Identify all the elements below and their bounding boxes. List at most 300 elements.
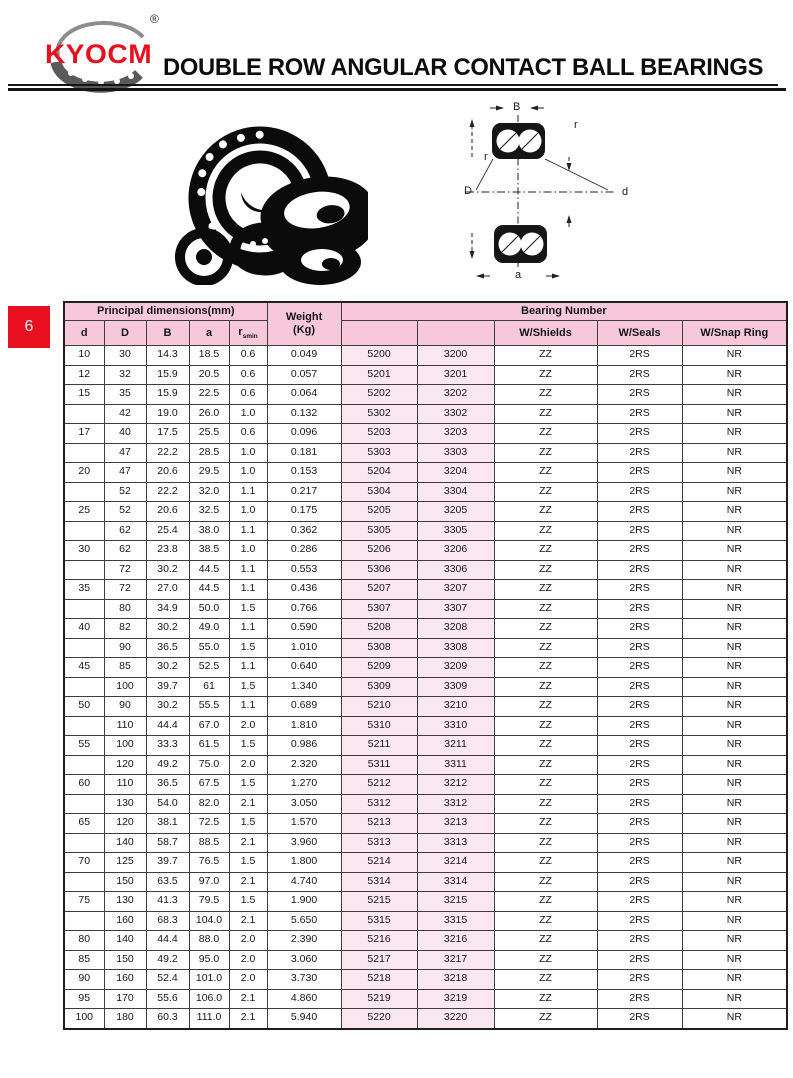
table-row [64, 463, 787, 483]
col-w-shields-cell: ZZ [494, 424, 597, 444]
col-D-cell: 90 [104, 638, 146, 658]
col-weight-cell: 0.096 [267, 424, 341, 444]
col-w-snap-ring-cell: NR [682, 755, 787, 775]
col-w-shields-cell: ZZ [494, 521, 597, 541]
col-d-cell: 85 [64, 950, 104, 970]
col-w-shields-cell: ZZ [494, 1009, 597, 1029]
table-row [64, 502, 787, 522]
col-w-shields-cell: ZZ [494, 404, 597, 424]
col-B-cell: 30.2 [146, 619, 189, 639]
table-row [64, 1009, 787, 1029]
bearing-dimension-diagram [440, 95, 650, 292]
col-weight-cell: 0.766 [267, 599, 341, 619]
col-series-5200-cell: 5207 [341, 580, 417, 600]
diagram-label-B: B [513, 101, 521, 113]
col-w-seals-cell: 2RS [597, 755, 682, 775]
col-D-cell: 72 [104, 560, 146, 580]
col-r-smin-cell: 0.6 [229, 385, 267, 405]
col-B-cell: 20.6 [146, 463, 189, 483]
col-w-snap-ring-cell: NR [682, 404, 787, 424]
table-row [64, 443, 787, 463]
col-B-cell: 41.3 [146, 892, 189, 912]
col-w-snap-ring-cell: NR [682, 775, 787, 795]
col-series-5200-cell: 5219 [341, 989, 417, 1009]
col-D-cell: 100 [104, 736, 146, 756]
col-series-3200-cell: 3203 [417, 424, 494, 444]
col-a-cell: 106.0 [189, 989, 229, 1009]
header-rule-thin [8, 84, 778, 86]
col-w-seals-cell: 2RS [597, 365, 682, 385]
table-row [64, 346, 787, 366]
col-weight-cell: 2.320 [267, 755, 341, 775]
col-a-cell: 44.5 [189, 560, 229, 580]
table-row [64, 404, 787, 424]
col-w-seals-cell: 2RS [597, 443, 682, 463]
col-w-seals-cell: 2RS [597, 502, 682, 522]
col-r-smin-cell: 1.1 [229, 697, 267, 717]
col-w-seals-cell: 2RS [597, 794, 682, 814]
col-w-snap-ring-cell: NR [682, 541, 787, 561]
col-a-cell: 38.0 [189, 521, 229, 541]
col-d-cell [64, 911, 104, 931]
col-weight-cell: 0.590 [267, 619, 341, 639]
col-w-shields-cell: ZZ [494, 658, 597, 678]
col-B-cell: 30.2 [146, 560, 189, 580]
col-a-cell: 79.5 [189, 892, 229, 912]
col-a-cell: 49.0 [189, 619, 229, 639]
col-series-3200-cell: 3216 [417, 931, 494, 951]
col-d-cell [64, 677, 104, 697]
col-d-cell: 17 [64, 424, 104, 444]
col-a-cell: 32.5 [189, 502, 229, 522]
col-w-seals-cell: 2RS [597, 521, 682, 541]
col-w-shields-cell: ZZ [494, 775, 597, 795]
col-D-cell: 52 [104, 482, 146, 502]
col-w-seals-cell: 2RS [597, 658, 682, 678]
col-w-shields-cell: ZZ [494, 697, 597, 717]
col-w-shields-cell: ZZ [494, 814, 597, 834]
col-a-cell: 18.5 [189, 346, 229, 366]
col-a-cell: 61.5 [189, 736, 229, 756]
col-D-cell: 130 [104, 892, 146, 912]
col-d-cell [64, 833, 104, 853]
header-weight [267, 302, 341, 346]
col-B-cell: 27.0 [146, 580, 189, 600]
col-w-snap-ring-cell: NR [682, 794, 787, 814]
col-w-shields-cell: ZZ [494, 931, 597, 951]
col-w-seals-cell: 2RS [597, 833, 682, 853]
table-row [64, 911, 787, 931]
col-D-cell: 82 [104, 619, 146, 639]
col-D-cell: 150 [104, 950, 146, 970]
col-series-3200-cell: 3211 [417, 736, 494, 756]
col-series-5200-cell: 5217 [341, 950, 417, 970]
col-d-cell: 90 [64, 970, 104, 990]
col-series-5200-cell: 5200 [341, 346, 417, 366]
col-series-3200-cell: 3209 [417, 658, 494, 678]
col-w-seals-cell: 2RS [597, 424, 682, 444]
col-w-snap-ring-cell: NR [682, 1009, 787, 1029]
col-r-smin-cell: 1.5 [229, 892, 267, 912]
col-w-shields-cell: ZZ [494, 911, 597, 931]
col-w-shields-cell: ZZ [494, 755, 597, 775]
col-w-seals-cell: 2RS [597, 892, 682, 912]
col-d-cell: 35 [64, 580, 104, 600]
col-r-smin-cell: 1.5 [229, 736, 267, 756]
page-section-tab: 6 [8, 306, 50, 348]
col-weight-cell: 4.740 [267, 872, 341, 892]
col-series-5200-cell: 5204 [341, 463, 417, 483]
col-d-cell: 75 [64, 892, 104, 912]
col-B-cell: 63.5 [146, 872, 189, 892]
col-series-5200-cell: 5216 [341, 931, 417, 951]
col-w-snap-ring-cell: NR [682, 521, 787, 541]
col-series-5200-cell: 5310 [341, 716, 417, 736]
col-w-seals-cell: 2RS [597, 541, 682, 561]
col-w-shields-cell: ZZ [494, 989, 597, 1009]
page-title: DOUBLE ROW ANGULAR CONTACT BALL BEARINGS [163, 54, 764, 81]
col-d-cell: 95 [64, 989, 104, 1009]
col-a-cell: 111.0 [189, 1009, 229, 1029]
col-D-cell: 140 [104, 833, 146, 853]
col-series-5200-cell: 5206 [341, 541, 417, 561]
col-series-5200-cell: 5315 [341, 911, 417, 931]
col-w-snap-ring-cell: NR [682, 892, 787, 912]
col-series-5200-cell: 5312 [341, 794, 417, 814]
col-w-snap-ring-cell: NR [682, 716, 787, 736]
col-r-smin-cell: 2.1 [229, 911, 267, 931]
col-w-snap-ring-cell: NR [682, 365, 787, 385]
col-w-shields-cell: ZZ [494, 638, 597, 658]
col-series-5200-cell: 5218 [341, 970, 417, 990]
col-w-seals-cell: 2RS [597, 736, 682, 756]
table-row [64, 365, 787, 385]
col-w-snap-ring-cell: NR [682, 677, 787, 697]
col-B-cell: 49.2 [146, 950, 189, 970]
col-d-cell: 100 [64, 1009, 104, 1029]
col-w-snap-ring-cell: NR [682, 970, 787, 990]
col-w-seals-cell: 2RS [597, 619, 682, 639]
brand-logo [40, 10, 172, 94]
col-D-cell: 140 [104, 931, 146, 951]
table-row [64, 424, 787, 444]
col-r-smin-cell: 1.5 [229, 814, 267, 834]
col-w-snap-ring-cell: NR [682, 580, 787, 600]
col-D-cell: 110 [104, 716, 146, 736]
bearing-spec-table [63, 301, 788, 1030]
col-weight-cell: 3.730 [267, 970, 341, 990]
col-series-5200-cell: 5311 [341, 755, 417, 775]
col-d-cell [64, 638, 104, 658]
col-d-cell: 55 [64, 736, 104, 756]
col-w-snap-ring-cell: NR [682, 638, 787, 658]
table-row [64, 677, 787, 697]
col-series-3200-cell: 3200 [417, 346, 494, 366]
col-w-shields-cell: ZZ [494, 833, 597, 853]
col-a-cell: 75.0 [189, 755, 229, 775]
col-D-cell: 85 [104, 658, 146, 678]
col-a-cell: 22.5 [189, 385, 229, 405]
col-weight-cell: 0.153 [267, 463, 341, 483]
col-w-shields-cell: ZZ [494, 872, 597, 892]
diagram-label-r-left: r [484, 151, 488, 163]
col-B-cell: 33.3 [146, 736, 189, 756]
col-r-smin-cell: 1.1 [229, 482, 267, 502]
col-w-shields-cell: ZZ [494, 541, 597, 561]
col-series-3200-cell: 3304 [417, 482, 494, 502]
col-d-cell: 65 [64, 814, 104, 834]
col-weight-cell: 0.553 [267, 560, 341, 580]
col-B-cell: 55.6 [146, 989, 189, 1009]
col-w-seals-cell: 2RS [597, 385, 682, 405]
header-bearing-number: Bearing Number [341, 302, 787, 321]
col-r-smin-cell: 0.6 [229, 346, 267, 366]
col-weight-cell: 0.436 [267, 580, 341, 600]
col-series-3200-cell: 3217 [417, 950, 494, 970]
col-B-cell: 58.7 [146, 833, 189, 853]
col-r-smin-cell: 2.1 [229, 833, 267, 853]
col-B-cell: 14.3 [146, 346, 189, 366]
header-col-r-smin: $r_{smin}$ [229, 321, 267, 346]
col-D-cell: 100 [104, 677, 146, 697]
col-a-cell: 67.5 [189, 775, 229, 795]
table-row [64, 697, 787, 717]
col-a-cell: 88.0 [189, 931, 229, 951]
col-d-cell [64, 443, 104, 463]
col-weight-cell: 1.800 [267, 853, 341, 873]
col-a-cell: 26.0 [189, 404, 229, 424]
col-a-cell: 55.5 [189, 697, 229, 717]
table-row [64, 853, 787, 873]
col-weight-cell: 1.270 [267, 775, 341, 795]
col-D-cell: 35 [104, 385, 146, 405]
col-a-cell: 29.5 [189, 463, 229, 483]
col-d-cell: 20 [64, 463, 104, 483]
col-w-seals-cell: 2RS [597, 716, 682, 736]
table-row [64, 931, 787, 951]
col-w-shields-cell: ZZ [494, 580, 597, 600]
col-a-cell: 61 [189, 677, 229, 697]
col-B-cell: 15.9 [146, 385, 189, 405]
col-weight-cell: 0.064 [267, 385, 341, 405]
bearings-photo [168, 110, 368, 285]
col-series-3200-cell: 3306 [417, 560, 494, 580]
col-series-5200-cell: 5309 [341, 677, 417, 697]
col-w-shields-cell: ZZ [494, 794, 597, 814]
col-series-3200-cell: 3213 [417, 814, 494, 834]
col-w-shields-cell: ZZ [494, 892, 597, 912]
col-w-seals-cell: 2RS [597, 872, 682, 892]
col-B-cell: 30.2 [146, 697, 189, 717]
header-col-w-shields: W/Shields [494, 321, 597, 346]
col-a-cell: 76.5 [189, 853, 229, 873]
col-series-5200-cell: 5308 [341, 638, 417, 658]
col-series-3200-cell: 3315 [417, 911, 494, 931]
col-w-shields-cell: ZZ [494, 599, 597, 619]
col-d-cell: 80 [64, 931, 104, 951]
col-a-cell: 104.0 [189, 911, 229, 931]
col-D-cell: 170 [104, 989, 146, 1009]
col-r-smin-cell: 1.0 [229, 502, 267, 522]
col-B-cell: 39.7 [146, 677, 189, 697]
col-r-smin-cell: 1.1 [229, 619, 267, 639]
col-weight-cell: 0.049 [267, 346, 341, 366]
col-weight-cell: 0.986 [267, 736, 341, 756]
col-w-shields-cell: ZZ [494, 950, 597, 970]
col-B-cell: 15.9 [146, 365, 189, 385]
header-weight-line1: Weight [285, 310, 323, 323]
col-B-cell: 44.4 [146, 716, 189, 736]
col-B-cell: 68.3 [146, 911, 189, 931]
col-D-cell: 160 [104, 970, 146, 990]
col-w-seals-cell: 2RS [597, 482, 682, 502]
col-weight-cell: 0.362 [267, 521, 341, 541]
col-D-cell: 30 [104, 346, 146, 366]
col-d-cell [64, 404, 104, 424]
col-D-cell: 52 [104, 502, 146, 522]
col-series-5200-cell: 5304 [341, 482, 417, 502]
col-w-shields-cell: ZZ [494, 463, 597, 483]
col-r-smin-cell: 1.5 [229, 599, 267, 619]
col-r-smin-cell: 0.6 [229, 424, 267, 444]
brand-name: KYOCM [45, 39, 153, 69]
col-series-3200-cell: 3308 [417, 638, 494, 658]
col-r-smin-cell: 1.5 [229, 775, 267, 795]
col-d-cell [64, 794, 104, 814]
col-w-seals-cell: 2RS [597, 599, 682, 619]
col-w-snap-ring-cell: NR [682, 346, 787, 366]
col-w-seals-cell: 2RS [597, 560, 682, 580]
col-w-shields-cell: ZZ [494, 443, 597, 463]
col-a-cell: 88.5 [189, 833, 229, 853]
col-weight-cell: 1.900 [267, 892, 341, 912]
col-w-snap-ring-cell: NR [682, 736, 787, 756]
col-weight-cell: 0.057 [267, 365, 341, 385]
table-row [64, 599, 787, 619]
col-series-3200-cell: 3210 [417, 697, 494, 717]
col-series-5200-cell: 5205 [341, 502, 417, 522]
col-B-cell: 52.4 [146, 970, 189, 990]
header-col-series-5200 [341, 321, 417, 346]
table-row [64, 833, 787, 853]
col-series-5200-cell: 5214 [341, 853, 417, 873]
table-body [64, 346, 787, 1029]
col-d-cell: 50 [64, 697, 104, 717]
col-w-seals-cell: 2RS [597, 1009, 682, 1029]
col-d-cell [64, 755, 104, 775]
col-d-cell [64, 716, 104, 736]
col-series-5200-cell: 5202 [341, 385, 417, 405]
col-B-cell: 34.9 [146, 599, 189, 619]
col-B-cell: 22.2 [146, 443, 189, 463]
col-r-smin-cell: 2.1 [229, 872, 267, 892]
col-r-smin-cell: 1.0 [229, 443, 267, 463]
header-col-D: D [104, 321, 146, 346]
col-D-cell: 90 [104, 697, 146, 717]
col-w-snap-ring-cell: NR [682, 853, 787, 873]
col-a-cell: 20.5 [189, 365, 229, 385]
col-w-shields-cell: ZZ [494, 736, 597, 756]
col-w-snap-ring-cell: NR [682, 560, 787, 580]
diagram-label-D: D [464, 185, 472, 197]
col-B-cell: 19.0 [146, 404, 189, 424]
col-w-snap-ring-cell: NR [682, 989, 787, 1009]
col-series-3200-cell: 3307 [417, 599, 494, 619]
col-d-cell [64, 872, 104, 892]
col-w-seals-cell: 2RS [597, 970, 682, 990]
table-row [64, 892, 787, 912]
col-D-cell: 72 [104, 580, 146, 600]
col-B-cell: 30.2 [146, 658, 189, 678]
col-r-smin-cell: 1.5 [229, 638, 267, 658]
col-w-snap-ring-cell: NR [682, 833, 787, 853]
col-a-cell: 44.5 [189, 580, 229, 600]
col-D-cell: 120 [104, 755, 146, 775]
col-r-smin-cell: 1.5 [229, 853, 267, 873]
col-series-3200-cell: 3220 [417, 1009, 494, 1029]
col-w-seals-cell: 2RS [597, 697, 682, 717]
col-series-3200-cell: 3302 [417, 404, 494, 424]
col-series-5200-cell: 5209 [341, 658, 417, 678]
col-w-snap-ring-cell: NR [682, 599, 787, 619]
col-series-5200-cell: 5208 [341, 619, 417, 639]
col-w-snap-ring-cell: NR [682, 385, 787, 405]
col-series-3200-cell: 3219 [417, 989, 494, 1009]
col-B-cell: 22.2 [146, 482, 189, 502]
col-r-smin-cell: 2.0 [229, 716, 267, 736]
col-d-cell: 45 [64, 658, 104, 678]
table-row [64, 775, 787, 795]
table-row [64, 872, 787, 892]
col-w-seals-cell: 2RS [597, 638, 682, 658]
col-B-cell: 36.5 [146, 638, 189, 658]
col-D-cell: 160 [104, 911, 146, 931]
table-row [64, 755, 787, 775]
col-r-smin-cell: 2.0 [229, 950, 267, 970]
col-series-5200-cell: 5313 [341, 833, 417, 853]
col-B-cell: 49.2 [146, 755, 189, 775]
col-w-shields-cell: ZZ [494, 716, 597, 736]
col-w-snap-ring-cell: NR [682, 697, 787, 717]
col-a-cell: 25.5 [189, 424, 229, 444]
col-r-smin-cell: 1.0 [229, 404, 267, 424]
col-w-seals-cell: 2RS [597, 931, 682, 951]
col-w-seals-cell: 2RS [597, 911, 682, 931]
registered-trademark-icon: ® [150, 12, 159, 26]
col-weight-cell: 3.050 [267, 794, 341, 814]
col-w-snap-ring-cell: NR [682, 502, 787, 522]
col-weight-cell: 0.689 [267, 697, 341, 717]
col-D-cell: 110 [104, 775, 146, 795]
col-B-cell: 60.3 [146, 1009, 189, 1029]
col-weight-cell: 1.010 [267, 638, 341, 658]
col-series-3200-cell: 3202 [417, 385, 494, 405]
col-D-cell: 120 [104, 814, 146, 834]
col-r-smin-cell: 2.0 [229, 931, 267, 951]
table-row [64, 989, 787, 1009]
table-row [64, 560, 787, 580]
col-w-seals-cell: 2RS [597, 404, 682, 424]
col-r-smin-cell: 1.0 [229, 541, 267, 561]
col-a-cell: 82.0 [189, 794, 229, 814]
col-w-snap-ring-cell: NR [682, 463, 787, 483]
table-row [64, 521, 787, 541]
col-a-cell: 72.5 [189, 814, 229, 834]
col-r-smin-cell: 1.1 [229, 560, 267, 580]
col-weight-cell: 0.286 [267, 541, 341, 561]
col-r-smin-cell: 1.1 [229, 580, 267, 600]
col-w-snap-ring-cell: NR [682, 619, 787, 639]
